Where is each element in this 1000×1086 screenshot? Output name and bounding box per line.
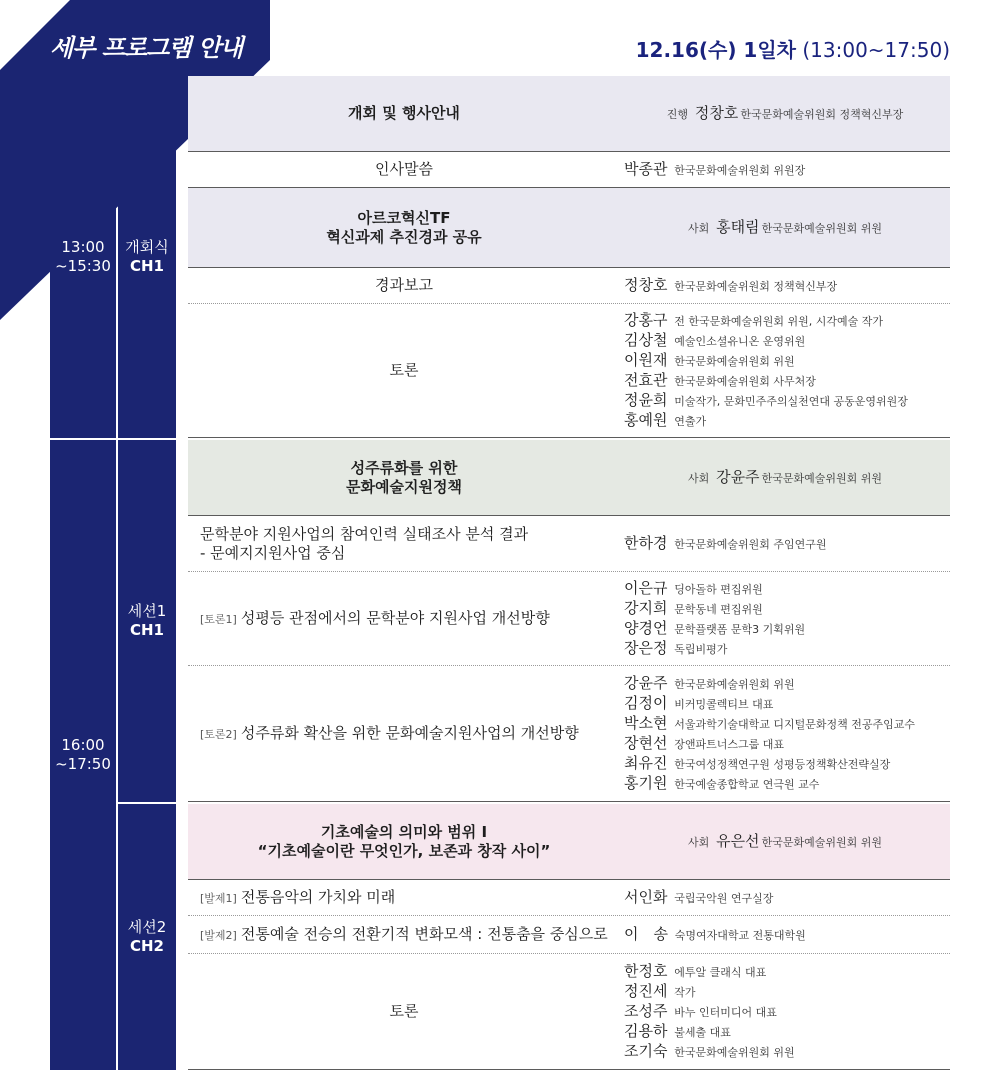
program-title: 성주류화를 위한 문화예술지원정책 (346, 458, 462, 496)
program-row (188, 152, 950, 188)
panel-list: 강홍구 전 한국문화예술위원회 위원, 시각예술 작가 김상철 예술인소셜유니온 운영위원 이원재 한국문화예술위원회 위원 전효관 한국문화예술위원회 사무처장 정윤희 미술작가, 문화민주주의실천연대 공동운영위원장 홍예원 연출가 (624, 310, 908, 429)
presenter: 정창호 한국문화예술위원회 정책혁신부장 (624, 275, 838, 294)
program-title: [토론2] 성주류화 확산을 위한 문화예술지원사업의 개선방향 (200, 723, 579, 742)
program-title: [발제2] 전통예술 전승의 전환기적 변화모색 : 전통춤을 중심으로 (200, 924, 608, 943)
program-row (188, 880, 950, 916)
presenter: 서인화 국립국악원 연구실장 (624, 887, 774, 906)
presenter: 사회 유은선 한국문화예술위원회 위원 (688, 831, 882, 850)
time-block-sessions (50, 440, 116, 1070)
panel-list: 한정호 에투알 클래식 대표 정진세 작가 조성주 바누 인터미디어 대표 김용하 불세출 대표 조기숙 한국문화예술위원회 위원 (624, 961, 795, 1060)
channel-label: 개회식 (125, 238, 169, 256)
program-row (188, 304, 950, 438)
time-start: 13:00 (61, 238, 105, 256)
date-line (636, 34, 950, 63)
program-title: 문학분야 지원사업의 참여인력 실태조사 분석 결과 - 문예지지원사업 중심 (200, 524, 529, 562)
program-row (188, 268, 950, 304)
channel-label: 세션1 (127, 602, 167, 620)
program-row (188, 76, 950, 152)
channel-block-opening (118, 76, 176, 438)
program-title: 인사말씀 (375, 160, 433, 178)
program-row (188, 440, 950, 516)
time-block-opening (50, 76, 116, 438)
channel-code: CH1 (130, 621, 164, 639)
program-row (188, 954, 950, 1070)
time-end: ~17:50 (55, 755, 111, 773)
channel-code: CH1 (130, 257, 164, 275)
program-title: 기초예술의 의미와 범위 I “기초예술이란 무엇인가, 보존과 창작 사이” (257, 822, 551, 860)
time-end: ~15:30 (55, 257, 111, 275)
program-title: 아르코혁신TF 혁신과제 추진경과 공유 (326, 208, 482, 246)
program-row (188, 188, 950, 268)
channel-block-session2 (118, 804, 176, 1070)
panel-list: 이은규 딩아돌하 편집위원 강지희 문학동네 편집위원 양경언 문학플랫폼 문학3 기획위원 장은정 독립비평가 (624, 578, 806, 657)
program-title: 경과보고 (375, 276, 433, 294)
session-date: 12.16(수) 1일차 (635, 38, 796, 62)
program-title: 토론 (389, 361, 419, 379)
page-title: 세부 프로그램 안내 (50, 34, 243, 62)
presenter: 한하경 한국문화예술위원회 주임연구원 (624, 533, 827, 552)
program-row (188, 572, 950, 666)
channel-label: 세션2 (127, 918, 167, 936)
program-title: 토론 (389, 1002, 419, 1020)
program-title: 개회 및 행사안내 (348, 104, 460, 122)
program-title: [발제1] 전통음악의 가치와 미래 (200, 887, 396, 906)
channel-code: CH2 (130, 937, 164, 955)
program-row (188, 666, 950, 802)
program-row (188, 916, 950, 954)
presenter: 사회 강윤주 한국문화예술위원회 위원 (688, 467, 882, 486)
presenter: 사회 홍태림 한국문화예술위원회 위원 (688, 217, 882, 236)
session-time-range: (13:00~17:50) (802, 38, 950, 62)
program-row (188, 804, 950, 880)
presenter: 진행 정창호 한국문화예술위원회 정책혁신부장 (666, 103, 904, 122)
program-title: [토론1] 성평등 관점에서의 문학분야 지원사업 개선방향 (200, 608, 550, 627)
panel-list: 강윤주 한국문화예술위원회 위원 김정이 비커밍콜렉티브 대표 박소현 서울과학기술대학교 디지털문화정책 전공주임교수 장현선 장앤파트너스그룹 대표 최유진 한국여성정책연구원 성평등정책확산전략실장 홍기원 한국예술종합학교 연극원 교수 (624, 673, 916, 792)
presenter: 이 송 숙명여자대학교 전통대학원 (624, 924, 806, 943)
program-row (188, 516, 950, 572)
time-start: 16:00 (61, 736, 105, 754)
channel-block-session1 (118, 440, 176, 802)
presenter: 박종관 한국문화예술위원회 위원장 (624, 159, 806, 178)
